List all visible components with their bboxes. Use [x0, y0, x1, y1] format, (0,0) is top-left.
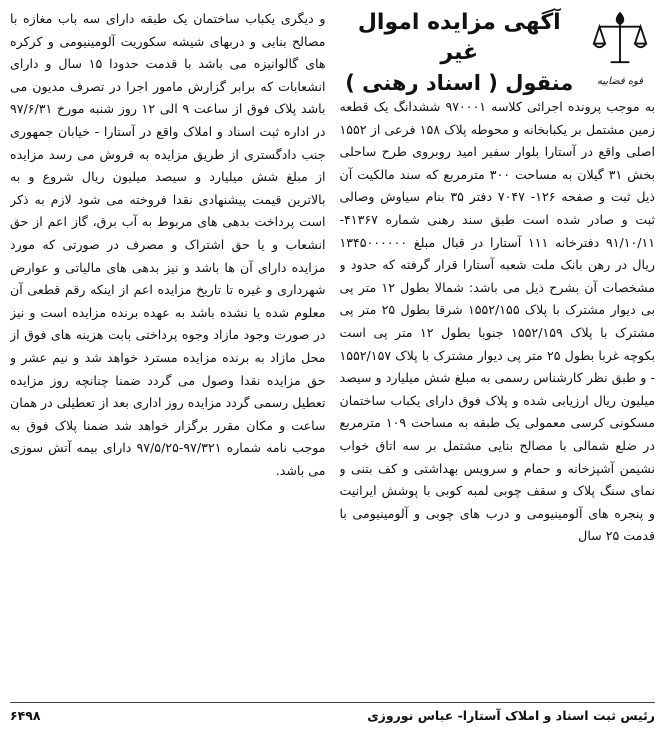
left-column: [10, 8, 326, 698]
signature-line: رئیس ثبت اسناد و املاک آستارا- عباس نوروزی: [367, 707, 655, 723]
scales-of-justice-icon: [590, 8, 650, 73]
right-column-body: به موجب پرونده اجرائی کلاسه ۹۷۰۰۰۱ ششدانگ یک قطعه زمین مشتمل بر یکبابخانه و محوطه پلاک ۱۵۸ فرعی از ۱۵۵۲ اصلی واقع در آستارا بلوار سفیر امید روبروی طرح ساحلی بخش ۳۱ گیلان به مساحت ۳۰۰ مترمربع که سند مالکیت آن ذیل ثبت و صفحه ۱۲۶- ۷۰۴۷ دفتر ۳۵ بنام سیاوش وصالی ثبت و صادر شده است طبق سند رهنی شماره ۴۱۳۶۷- ۹۱/۱۰/۱۱ دفترخانه ۱۱۱ آستارا در قبال مبلغ ۱۳۴۵۰۰۰۰۰۰ ریال در رهن بانک ملت شعبه آستارا قرار گرفته که حدود و مشخصات آن بشرح ذیل می باشد: شمالا بطول ۱۲ متر پی بی دیوار مشترک با پلاک ۱۵۵۲/۱۵۵ شرقا بطول ۲۵ متر پی مشترک با پلاک ۱۵۵۲/۱۵۹ جنوبا بطول ۱۲ متر پی است بکوچه غربا بطول ۲۵ متر پی دیوار مشترک با پلاک ۱۵۵۲/۱۵۷ - و طبق نظر کارشناس رسمی به مبلغ شش میلیارد و سیصد میلیون ریال ارزیابی شده و پلاک فوق دارای یکباب ساختمان مسکونی کرسی معمولی یک طبقه به مساحت ۱۰۹ مترمربع در ضلع شمالی با مصالح بنایی مشتمل بر سه اتاق خواب نشیمن آشپزخانه و حمام و سرویس بهداشتی و کف بتنی و نمای سنگ پلاک و سقف چوبی لمبه کوبی با پوشش ایرانیت و پنجره های آلومینیومی و درب های چوبی و آلومینیومی با قدمت ۲۵ سال: [339, 99, 655, 544]
notice-header: [340, 8, 656, 96]
notice-columns: [10, 8, 655, 698]
notice-code: ۶۴۹۸: [10, 707, 41, 723]
left-column-body: و دیگری یکباب ساختمان یک طبقه دارای سه باب مغازه با مصالح بنایی و دربهای شیشه سکوریت آلومینیومی و کرکره های گالوانیزه می باشد با قدمت حدودا ۱۵ سال و دارای انشعابات که برابر گزارش مامور اجرا در تصرف مدیون می باشد پلاک فوق از ساعت ۹ الی ۱۲ روز شنبه مورخ ۹۷/۶/۳۱ در اداره ثبت اسناد و املاک واقع در آستارا - خیابان جمهوری جنب دادگستری از طریق مزایده به فروش می رسد مزایده از مبلغ شش میلیارد و سیصد میلیون ریال شروع و به بالاترین قیمت پیشنهادی نقدا فروخته می شود لازم به ذکر است پرداخت بدهی های مربوط به آب برق، گاز اعم از حق انشعاب و یا حق اشتراک و مصرف در صورتی که مورد مزایده دارای آن ها باشد و نیز بدهی های مالیاتی و عوارض شهرداری و غیره تا تاریخ مزایده اعم از اینکه رقم قطعی آن معلوم شده یا نشده باشد به عهده برنده مزایده است و نیز در صورت وجود مازاد وجوه پرداختی بابت هزینه های فوق از محل مازاد به برنده مزایده مسترد خواهد شد و نیم عشر و حق مزایده نقدا وصول می گردد ضمنا چنانچه روز مزایده تعطیل رسمی گردد مزایده روز اداری بعد از تعطیلی در همان ساعت و مکان مقرر برگزار خواهد شد ضمنا پلاک فوق به موجب نامه شماره ۹۷/۳۲۱-۹۷/۵/۲۵ دارای بیمه آتش سوزی می باشد.: [10, 11, 326, 478]
notice-footer: [10, 702, 655, 727]
notice-subtitle: منقول ( اسناد رهنی ): [345, 71, 574, 95]
emblem-caption: قوه قضاییه: [596, 76, 644, 88]
title-block: [340, 8, 580, 98]
judiciary-emblem: [585, 8, 655, 94]
notice-title: آگهی مزایده اموال غیر: [357, 10, 561, 65]
right-column: [340, 8, 656, 698]
